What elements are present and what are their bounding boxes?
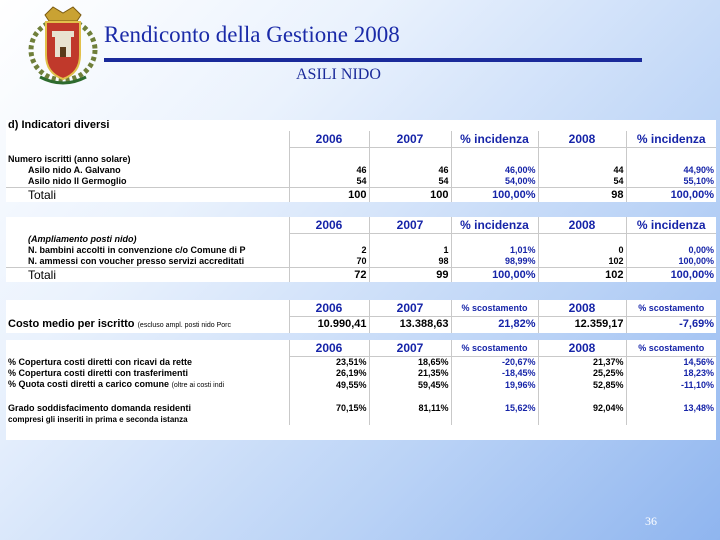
scostamento-2008: 18,23% [626,368,716,379]
total-incidenza-2007: 100,00% [451,268,538,283]
scostamento-2008: 13,48% [626,403,716,414]
column-header-incidenza-2008: % incidenza [626,131,716,148]
row-label: Asilo nido A. Galvano [28,165,121,175]
value-2008: 92,04% [538,403,626,414]
value-2008: 102 [538,256,626,268]
column-header-2008: 2008 [538,131,626,148]
total-2006: 100 [289,188,369,203]
column-header-incidenza-2007: % incidenza [451,131,538,148]
column-header-scostamento-2008: % scostamento [626,340,716,357]
table-row [6,256,716,268]
value-2008: 12.359,17 [538,317,626,333]
column-header-2006: 2006 [289,217,369,234]
scostamento-2008: -7,69% [626,317,716,333]
total-2007: 99 [369,268,451,283]
table-row [6,165,716,176]
column-header-incidenza-2008: % incidenza [626,217,716,234]
row-label: % Copertura costi diretti con trasferimenti [8,368,189,378]
total-incidenza-2008: 100,00% [626,268,716,283]
table-row [6,176,716,188]
value-2006: 54 [289,176,369,188]
value-2007: 18,65% [369,357,451,369]
column-header-2007: 2007 [369,340,451,357]
column-header-scostamento-2008: % scostamento [626,300,716,317]
row-label: % Copertura costi diretti con ricavi da rette [8,356,193,367]
value-2007: 59,45% [369,379,451,391]
title-underline [104,58,642,62]
column-header-scostamento-2007: % scostamento [451,300,538,317]
scostamento-2007: -18,45% [451,368,538,379]
scostamento-2008: 14,56% [626,357,716,369]
column-header-2008: 2008 [538,300,626,317]
ampliamento-table [6,217,716,282]
copertura-table-panel [6,340,716,440]
iscritti-table [6,120,716,202]
value-2007: 98 [369,256,451,268]
value-2008: 44 [538,165,626,176]
row-label: Asilo nido Il Germoglio [28,176,127,186]
value-2008: 52,85% [538,379,626,391]
scostamento-2008: -11,10% [626,379,716,391]
value-2006: 70 [289,256,369,268]
value-2007: 13.388,63 [369,317,451,333]
total-2006: 72 [289,268,369,283]
costo-medio-table-panel [6,300,716,333]
row-label [6,317,289,333]
row-note: (escluso ampl. posti nido Porc [137,321,231,329]
scostamento-2007: 19,96% [451,379,538,391]
value-2006: 49,55% [289,379,369,391]
total-2007: 100 [369,188,451,203]
column-header-2008: 2008 [538,340,626,357]
totals-row [6,188,716,203]
value-2007: 46 [369,165,451,176]
value-2007: 54 [369,176,451,188]
column-header-incidenza-2007: % incidenza [451,217,538,234]
scostamento-2007: 21,82% [451,317,538,333]
total-2008: 98 [538,188,626,203]
value-2006: 10.990,41 [289,317,369,333]
total-incidenza-2008: 100,00% [626,188,716,203]
value-2006: 26,19% [289,368,369,379]
row-note: (oltre ai costi indi [171,382,225,389]
costo-medio-table [6,300,716,333]
value-2008: 54 [538,176,626,188]
column-header-scostamento-2007: % scostamento [451,340,538,357]
row-label-text: Costo medio per iscritto [8,317,135,330]
total-incidenza-2007: 100,00% [451,188,538,203]
column-header-2006: 2006 [289,340,369,357]
scostamento-2007: -20,67% [451,357,538,369]
total-2008: 102 [538,268,626,283]
incidenza-2007: 54,00% [451,176,538,188]
row-label: N. ammessi con voucher presso servizi accreditati [28,256,245,266]
page-title: Rendiconto della Gestione 2008 [104,22,400,47]
totals-label: Totali [6,268,289,283]
column-header-2006: 2006 [289,131,369,148]
incidenza-2008: 55,10% [626,176,716,188]
row-label: N. bambini accolti in convenzione c/o Comune di P [28,245,246,255]
incidenza-2008: 0,00% [626,245,716,256]
page-number: 36 [645,514,657,528]
totals-row [6,268,716,283]
group-label: (Ampliamento posti nido) [28,233,137,244]
group-label: Numero iscritti (anno solare) [8,154,131,164]
value-2008: 25,25% [538,368,626,379]
incidenza-2007: 98,99% [451,256,538,268]
value-2007: 81,11% [369,403,451,414]
ampliamento-table-panel [6,217,716,282]
column-header-2006: 2006 [289,300,369,317]
table-row [6,317,716,333]
scostamento-2007: 15,62% [451,403,538,414]
column-header-2007: 2007 [369,217,451,234]
table-row [6,368,716,379]
value-2008: 21,37% [538,357,626,369]
incidenza-2007: 46,00% [451,165,538,176]
section-title: d) Indicatori diversi [8,120,110,131]
page-subtitle: ASILI NIDO [296,66,381,83]
column-header-2007: 2007 [369,300,451,317]
incidenza-2008: 100,00% [626,256,716,268]
value-2008: 0 [538,245,626,256]
table-row [6,245,716,256]
copertura-table [6,340,716,425]
value-2006: 23,51% [289,357,369,369]
column-header-2007: 2007 [369,131,451,148]
incidenza-2008: 44,90% [626,165,716,176]
totals-label: Totali [6,188,289,203]
table-row [6,403,716,414]
row-label [6,379,289,391]
city-coat-of-arms-icon [28,5,98,85]
row-label-text: % Quota costi diretti a carico comune [8,379,170,389]
value-2006: 70,15% [289,403,369,414]
row-label: Grado soddisfacimento domanda residenti [8,403,192,413]
column-header-2008: 2008 [538,217,626,234]
footnote: compresi gli inseriti in prima e seconda istanza [8,415,188,424]
incidenza-2007: 1,01% [451,245,538,256]
table-row [6,357,716,369]
table-row [6,379,716,391]
value-2007: 1 [369,245,451,256]
iscritti-table-panel [6,120,716,202]
value-2007: 21,35% [369,368,451,379]
value-2006: 2 [289,245,369,256]
value-2006: 46 [289,165,369,176]
